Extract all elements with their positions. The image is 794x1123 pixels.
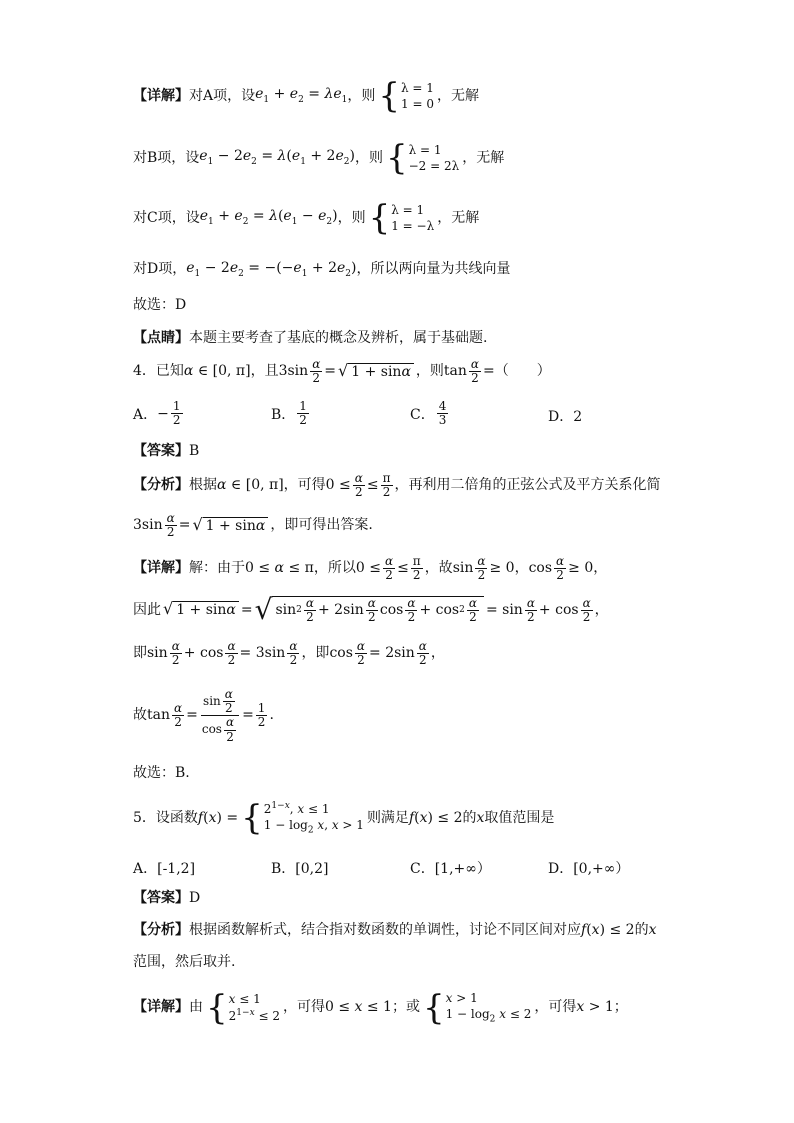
- analysis-5-line-2: 范围，然后取并.: [133, 954, 236, 970]
- choice-4: 故选：B.: [133, 765, 190, 781]
- option-5b: B．[0,2]: [271, 861, 329, 877]
- answer-5: 【答案】 D: [133, 890, 201, 906]
- analysis-4-line-2: 3sin $\frac{\alpha}{2}$ = √ 1 + sin α ，即可得出答案.: [133, 511, 373, 540]
- formula-d: $e_1 - 2e_2 = -(-e_1 + 2e_2)$: [186, 260, 357, 279]
- option-c: C． 4 3: [410, 399, 447, 428]
- equation-system-a: { λ = 1 1 = 0: [378, 75, 434, 116]
- solution-a-line: 【详解】 对A项，设 $e_1 + e_2 = \lambda e_1$ ，则 { λ = 1 1 = 0 ，无解: [133, 75, 479, 116]
- equation-system-c: { λ = 1 1 = −λ: [368, 197, 435, 238]
- detail-4-line-1: 【详解】 解：由于 0 ≤ α ≤ π ，所以 0 ≤ $\frac{\alpha}{2}$ ≤ $\frac{\pi}{2}$ ，故 sin $\frac{\alpha}{2}$ ≥ 0 ， cos $\frac{\alpha}{2}$ ≥ 0 ，: [133, 554, 608, 583]
- answer-4: 【答案】 B: [133, 443, 200, 459]
- option-a: A． − $\frac{1}{2}$: [133, 399, 181, 428]
- solution-c-line: 对C项，设 $e_1 + e_2 = \lambda(e_1 - e_2)$ ，则 { λ = 1 1 = −λ ，无解: [133, 197, 480, 238]
- formula-c: $e_1 + e_2 = \lambda(e_1 - e_2)$: [199, 208, 338, 228]
- question-5: 5．设函数 f(x) = { $2^{1-x}$, x ≤ 1 $1 - \log_2 x$, x > 1 则满足 f(x) ≤ 2 的 x 取值范围是: [133, 798, 555, 839]
- solution-d-line: 对D项， $e_1 - 2e_2 = -(-e_1 + 2e_2)$ ，所以两向量为共线向量: [133, 260, 511, 279]
- detail-4-line-2: 因此 √ 1 + sin α = √ sin 2 α 2 + 2sin α 2 cos α 2 + cos 2 α 2 = sin α 2 + cos α 2 ，: [133, 593, 609, 626]
- analysis-4-line-1: 【分析】 根据 α ∈ [0, π] ，可得 0 ≤ $\frac{\alpha}{2}$ ≤ $\frac{\pi}{2}$ ，再利用二倍角的正弦公式及平方关系化简: [133, 471, 661, 500]
- remark-line: 【点睛】 本题主要考查了基底的概念及辨析，属于基础题.: [133, 330, 488, 346]
- solution-b-line: 对B项，设 $e_1 - 2e_2 = \lambda(e_1 + 2e_2)$ ，则 { λ = 1 −2 = 2λ ，无解: [133, 137, 505, 178]
- detail-4-line-4: 故 tan $\frac{\alpha}{2}$ = sin $\frac{\alpha}{2}$ cos $\frac{\alpha}{2}$ = $\frac{1}{2}$ .: [133, 687, 274, 744]
- formula-a: $e_1 + e_2 = \lambda e_1$: [255, 86, 348, 106]
- detail-4-line-3: 即 sin α 2 + cos $\frac{\alpha}{2}$ = 3sin α 2 ，即 cos $\frac{\alpha}{2}$ = 2sin α 2 ，: [133, 639, 445, 668]
- equation-system-b: { λ = 1 −2 = 2λ: [385, 137, 460, 178]
- question-4: 4．已知 α ∈ [0, π] ，且 3sin $\frac{\alpha}{2}$ = √ 1 + sin α ，则 tan $\frac{\alpha}{2}$ = （ ）: [133, 357, 551, 386]
- option-5a: A．[-1,2]: [133, 861, 196, 877]
- choice-line: 故选：D: [133, 297, 187, 313]
- analysis-5-line-1: 【分析】 根据函数解析式，结合指对数函数的单调性，讨论不同区间对应 f(x) ≤ 2 的 x: [133, 922, 657, 938]
- option-5d: D．[0,+∞）: [548, 861, 630, 877]
- option-5c: C．[1,+∞）: [410, 861, 491, 877]
- detail-tag: 【详解】: [133, 87, 189, 104]
- formula-b: $e_1 - 2e_2 = \lambda(e_1 + 2e_2)$: [199, 148, 355, 168]
- detail-5-line-1: 【详解】 由 { x ≤ 1 $2^{1-x} \le 2$ ，可得 0 ≤ x ≤ 1 ；或 { x > 1 $1 - \log_2 x \le 2$ ，可得 x > 1 ；: [133, 987, 628, 1028]
- option-d: D．2: [548, 409, 583, 425]
- option-b: B． 1 2: [271, 399, 307, 428]
